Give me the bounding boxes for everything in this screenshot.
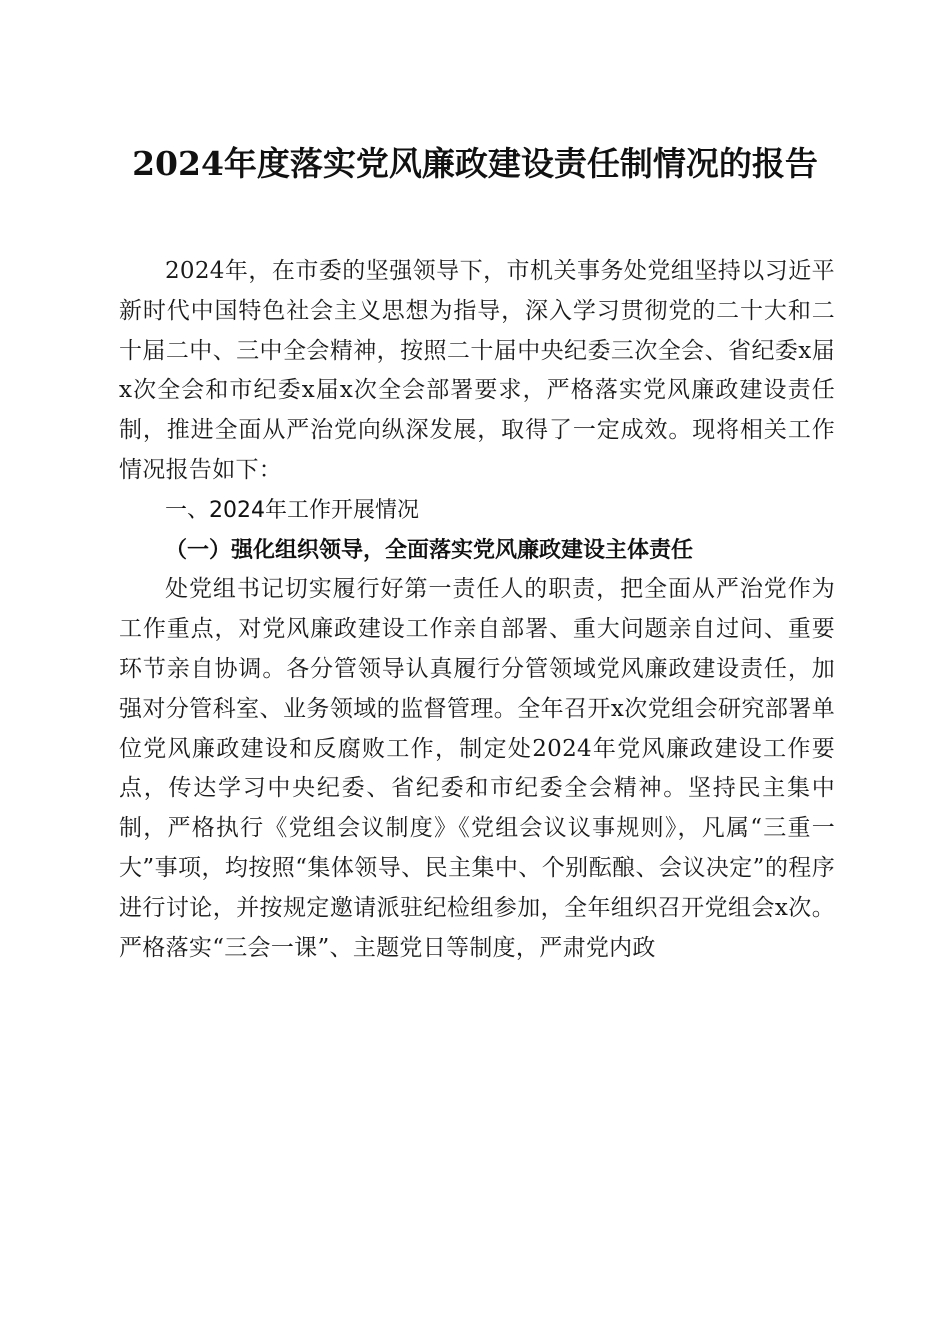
subsection-heading: （一）强化组织领导，全面落实党风廉政建设主体责任 [165, 536, 694, 563]
document-body [119, 252, 835, 968]
document-title: 2024年度落实党风廉政建设责任制情况的报告 [132, 144, 818, 183]
intro-paragraph: 2024年，在市委的坚强领导下，市机关事务处党组坚持以习近平新时代中国特色社会主义思想为指导，深入学习贯彻党的二十大和二十届二中、三中全会精神，按照二十届中央纪委三次全会、省纪委x届x次全会和市纪委x届x次全会部署要求，严格落实党风廉政建设责任制，推进全面从严治党向纵深发展，取得了一定成效。现将相关工作情况报告如下： [119, 258, 835, 483]
subsection-paragraph: 处党组书记切实履行好第一责任人的职责，把全面从严治党作为工作重点，对党风廉政建设工作亲自部署、重大问题亲自过问、重要环节亲自协调。各分管领导认真履行分管领域党风廉政建设责任，加强对分管科室、业务领域的监督管理。全年召开x次党组会研究部署单位党风廉政建设和反腐败工作，制定处2024年党风廉政建设工作要点，传达学习中央纪委、省纪委和市纪委全会精神。坚持民主集中制，严格执行《党组会议制度》《党组会议议事规则》，凡属“三重一大”事项，均按照“集体领导、民主集中、个别酝酿、会议决定”的程序进行讨论，并按规定邀请派驻纪检组参加，全年组织召开党组会x次。严格落实“三会一课”、主题党日等制度，严肃党内政 [119, 576, 835, 961]
section-heading: 一、2024年工作开展情况 [165, 497, 419, 523]
